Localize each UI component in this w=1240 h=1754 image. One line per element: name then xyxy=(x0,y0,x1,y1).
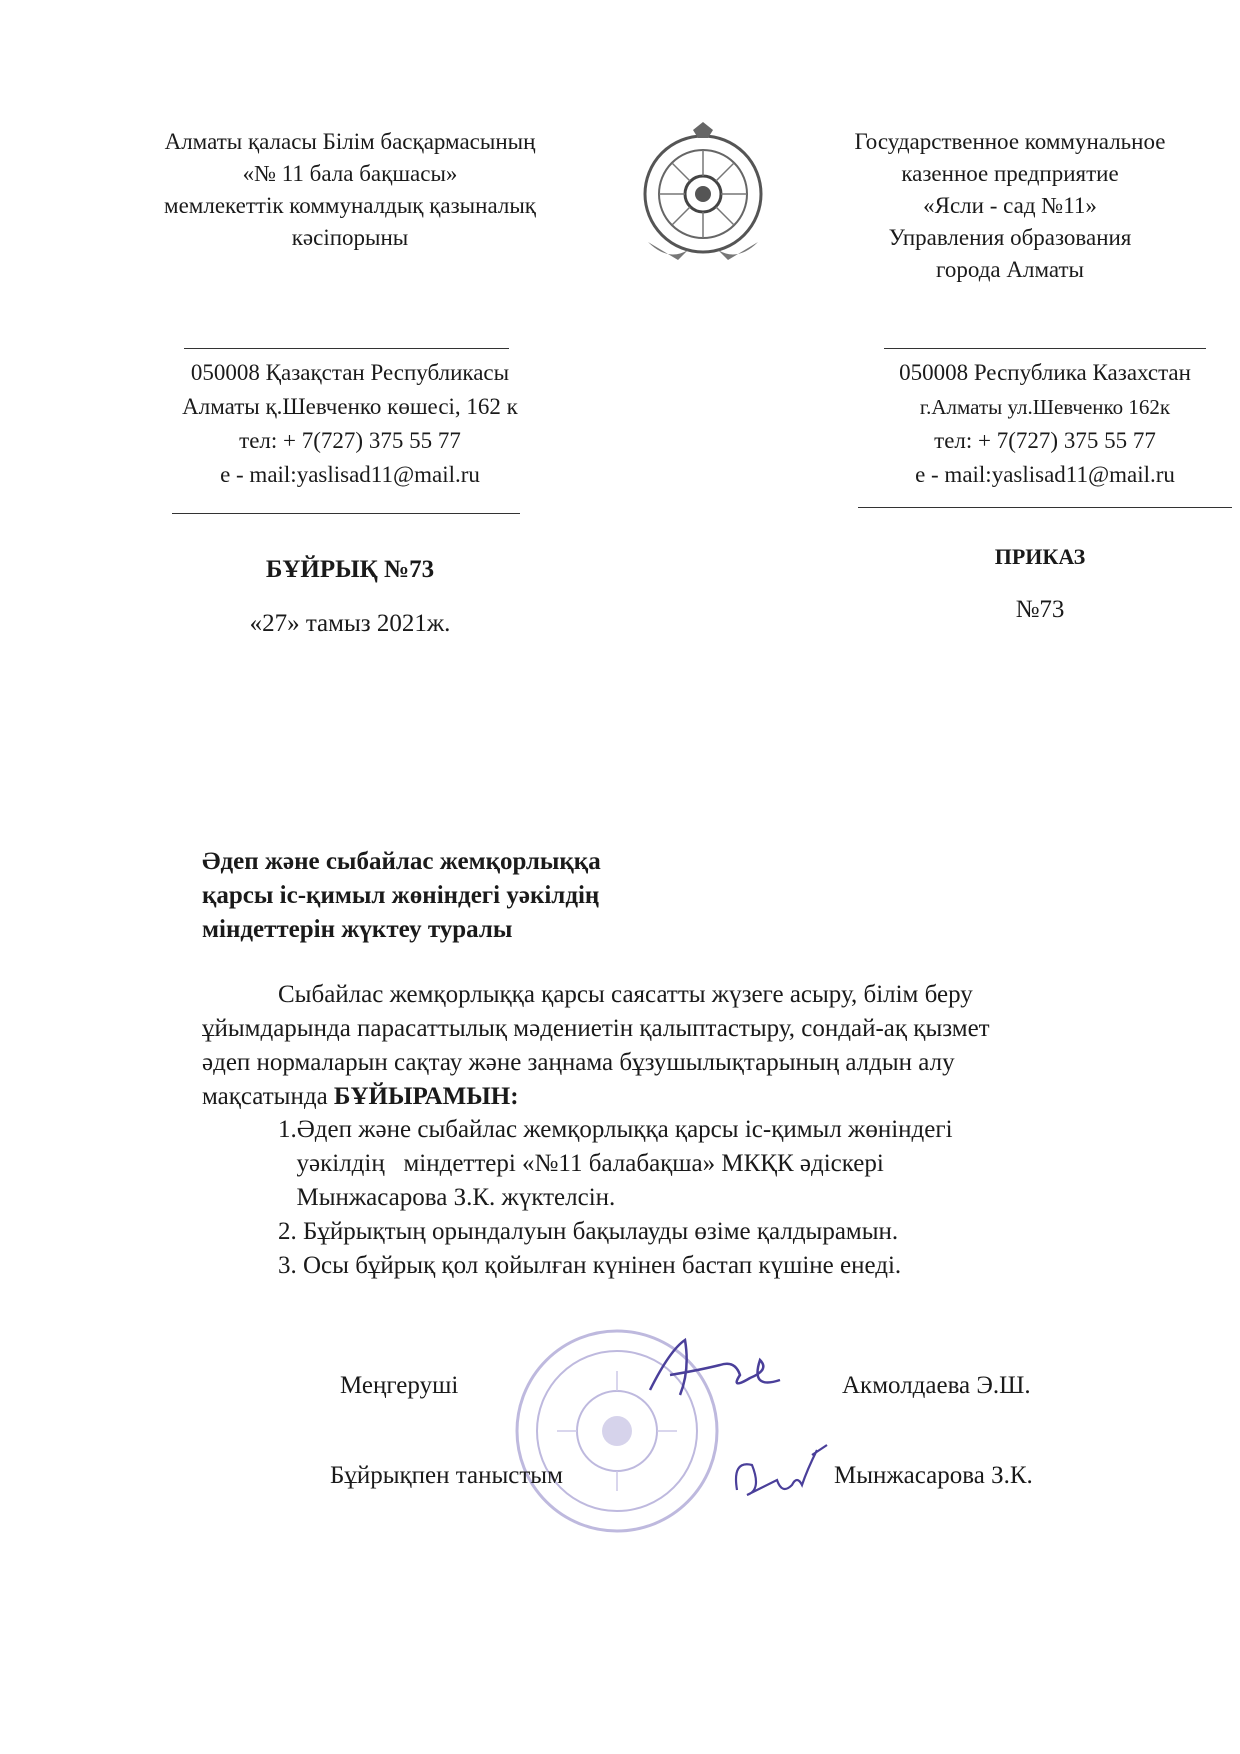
header-left-line: «№ 11 бала бақшасы» xyxy=(242,161,458,186)
order-item: уәкілдің міндеттері «№11 балабақша» МКҚК әдіскері xyxy=(284,1150,884,1177)
address-left xyxy=(140,356,560,492)
header-left-line: кәсіпорыны xyxy=(291,225,409,250)
preamble-line: әдеп нормаларын сақтау және заңнама бұзушылықтарының алдын алу xyxy=(202,1049,955,1076)
address-right-line: тел: + 7(727) 375 55 77 xyxy=(934,428,1156,453)
preamble-purpose: мақсатында xyxy=(202,1083,334,1110)
order-number-ru: №73 xyxy=(1015,596,1065,623)
order-title-kz: БҰЙРЫҚ №73 xyxy=(265,556,435,583)
address-left-line: 050008 Қазақстан Республикасы xyxy=(190,360,510,385)
state-emblem-icon xyxy=(638,122,768,266)
preamble xyxy=(202,978,1122,1114)
divider xyxy=(884,348,1206,349)
order-item: Мынжасарова З.К. жүктелсін. xyxy=(284,1184,616,1211)
document-subject xyxy=(202,845,802,947)
ack-label: Бұйрықпен таныстым xyxy=(330,1462,563,1489)
header-right-line: Государственное коммунальное xyxy=(854,129,1166,154)
subject-line: Әдеп және сыбайлас жемқорлыққа xyxy=(202,848,601,875)
order-word: БҰЙЫРАМЫН: xyxy=(333,1083,519,1110)
ack-name: Мынжасарова З.К. xyxy=(834,1462,1033,1489)
header-left-line: Алматы қаласы Білім басқармасының xyxy=(164,129,536,154)
subject-line: міндеттерін жүктеу туралы xyxy=(202,916,513,943)
head-name: Акмолдаева Э.Ш. xyxy=(842,1372,1031,1399)
header-left-line: мемлекеттік коммуналдық қазыналық xyxy=(164,193,536,218)
address-right-line: e - mail:yaslisad11@mail.ru xyxy=(915,462,1175,487)
head-label: Меңгеруші xyxy=(340,1372,459,1399)
preamble-line-last xyxy=(202,1080,1122,1114)
order-item: 1.Әдеп және сыбайлас жемқорлыққа қарсы іс-қимыл жөніндегі xyxy=(278,1116,953,1143)
ack-signature-icon xyxy=(722,1440,832,1520)
divider xyxy=(184,348,509,349)
preamble-line: Сыбайлас жемқорлыққа қарсы саясатты жүзеге асыру, білім беру xyxy=(278,981,973,1008)
header-right-line: казенное предприятие xyxy=(901,161,1119,186)
order-title-ru: ПРИКАЗ xyxy=(994,544,1086,569)
header-right-line: города Алматы xyxy=(936,257,1084,282)
header-left-org xyxy=(120,126,580,254)
subject-line: қарсы іс-қимыл жөніндегі уәкілдің xyxy=(202,882,600,909)
address-right xyxy=(870,356,1220,492)
preamble-line: ұйымдарында парасаттылық мәдениетін қалыптастыру, сондай-ақ қызмет xyxy=(202,1015,990,1042)
order-item: 2. Бұйрықтың орындалуын бақылауды өзіме қалдырамын. xyxy=(278,1218,899,1245)
head-signature-icon xyxy=(640,1330,790,1410)
address-right-line: 050008 Республика Казахстан xyxy=(899,360,1191,385)
divider xyxy=(172,513,520,514)
address-left-line: Алматы қ.Шевченко көшесі, 162 к xyxy=(182,394,518,419)
address-left-line: тел: + 7(727) 375 55 77 xyxy=(239,428,461,453)
header-right-line: «Ясли - сад №11» xyxy=(923,193,1097,218)
header-right-org xyxy=(810,126,1210,286)
address-left-line: e - mail:yaslisad11@mail.ru xyxy=(220,462,480,487)
order-item: 3. Осы бұйрық қол қойылған күнінен бастап күшіне енеді. xyxy=(278,1252,902,1279)
divider xyxy=(858,507,1232,508)
header-right-line: Управления образования xyxy=(888,225,1132,250)
address-right-line: г.Алматы ул.Шевченко 162к xyxy=(919,395,1171,419)
order-date: «27» тамыз 2021ж. xyxy=(249,610,451,637)
